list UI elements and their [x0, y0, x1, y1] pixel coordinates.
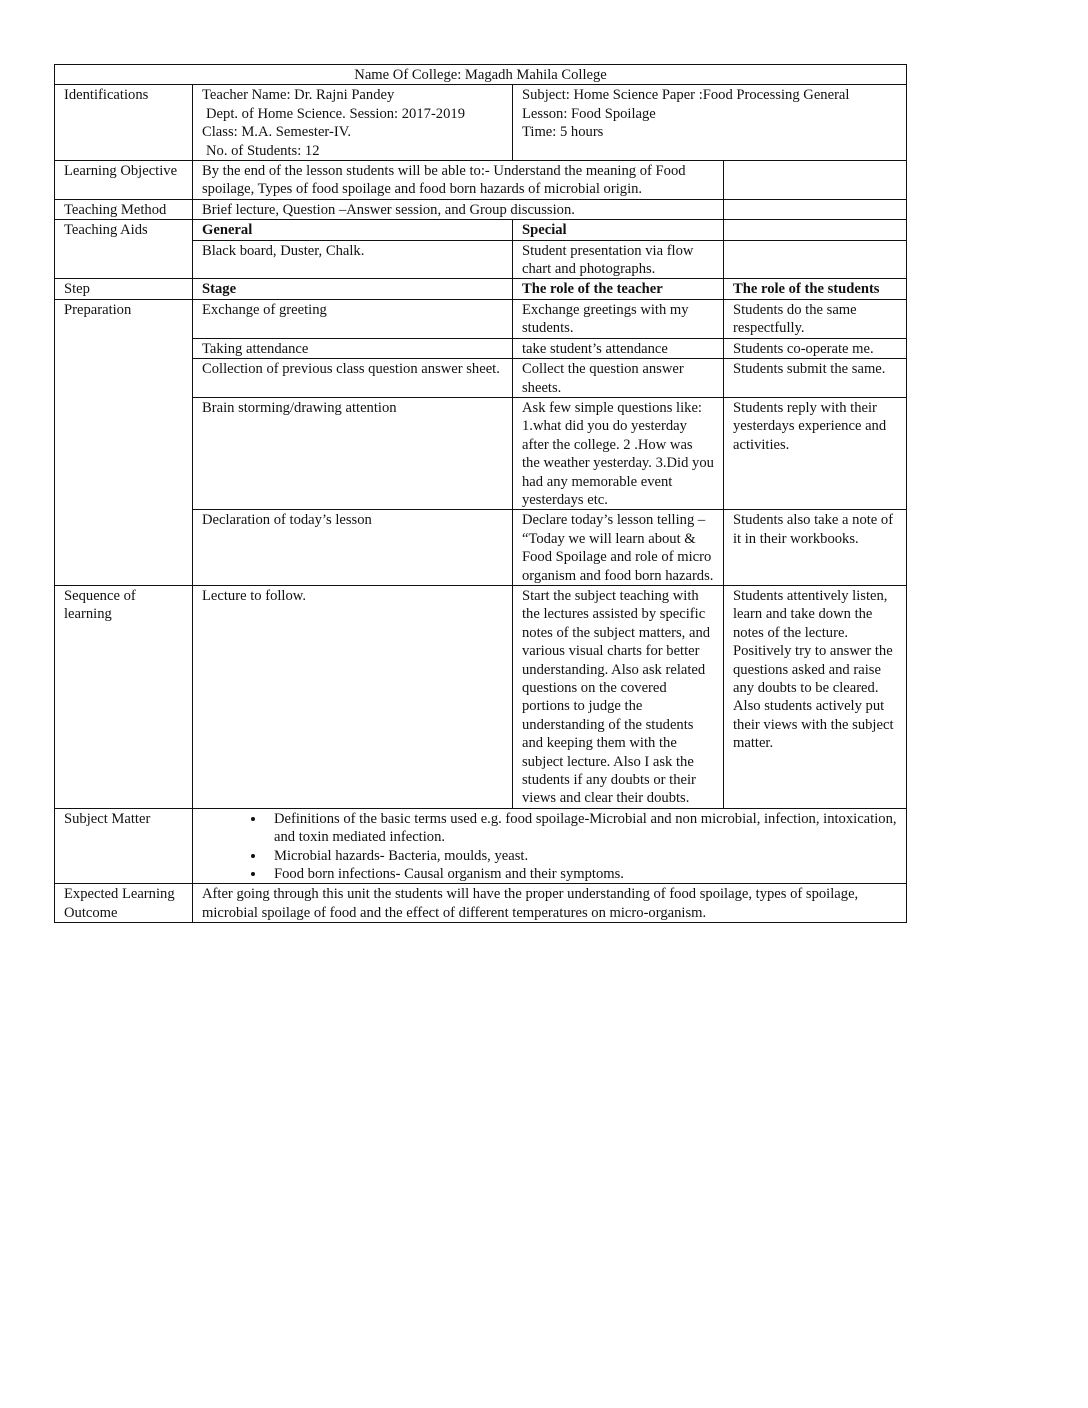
- preparation-label: Preparation: [55, 299, 193, 585]
- student-count: No. of Students: 12: [206, 142, 320, 159]
- subject-info: [513, 85, 907, 161]
- stage-cell: Lecture to follow.: [193, 585, 513, 808]
- teacher-role-cell: Exchange greetings with my students.: [513, 299, 724, 338]
- outcome-row: [55, 884, 907, 923]
- learning-objective-label: Learning Objective: [55, 161, 193, 200]
- time: Time: 5 hours: [522, 124, 604, 141]
- teacher-role-cell: Collect the question answer sheets.: [513, 359, 724, 398]
- list-item: • Definitions of the basic terms used e.g. food spoilage-Microbial and non microbial, infection, intoxication, and toxin mediated infection.: [266, 810, 897, 847]
- teaching-method-row: [55, 199, 907, 219]
- empty-cell: [724, 199, 907, 219]
- students-role-header: The role of the students: [724, 279, 907, 299]
- stage-cell: Collection of previous class question answer sheet.: [193, 359, 513, 398]
- subject: Subject: Home Science Paper :Food Processing General: [522, 87, 850, 104]
- teacher-role-cell: Ask few simple questions like: 1.what did you do yesterday after the college. 2 .How was the weather yesterday. 3.Did you had any memorable event yesterdays etc.: [513, 397, 724, 509]
- stage-header: Stage: [193, 279, 513, 299]
- teaching-method-text: Brief lecture, Question –Answer session, and Group discussion.: [193, 199, 724, 219]
- step-header: Step: [55, 279, 193, 299]
- students-role-cell: Students also take a note of it in their workbooks.: [724, 510, 907, 586]
- department: Dept. of Home Science. Session: 2017-2019: [206, 105, 465, 122]
- identifications-label: Identifications: [55, 85, 193, 161]
- subject-matter-label: Subject Matter: [55, 808, 193, 884]
- list-item: • Food born infections- Causal organism and their symptoms.: [266, 865, 897, 883]
- students-role-cell: Students submit the same.: [724, 359, 907, 398]
- lesson-plan-table: [54, 64, 907, 923]
- teacher-role-cell: Declare today’s lesson telling – “Today we will learn about & Food Spoilage and role of micro organism and food born hazards.: [513, 510, 724, 586]
- teacher-role-cell: Start the subject teaching with the lectures assisted by specific notes of the subject matters, and various visual charts for better understanding. Also ask related questions on the covered portions to judge the understanding of the students and keeping them with the subject lecture. Also I ask the students if any doubts or their views and clear their doubts.: [513, 585, 724, 808]
- stage-cell: Exchange of greeting: [193, 299, 513, 338]
- sequence-label: Sequence of learning: [55, 585, 193, 808]
- class-info: Class: M.A. Semester-IV.: [202, 124, 352, 141]
- learning-objective-row: [55, 161, 907, 200]
- college-row: [55, 65, 907, 85]
- teaching-aids-header-row: [55, 220, 907, 240]
- students-role-cell: Students do the same respectfully.: [724, 299, 907, 338]
- general-header: General: [193, 220, 513, 240]
- empty-cell: [724, 240, 907, 279]
- empty-cell: [724, 161, 907, 200]
- outcome-text: After going through this unit the students will have the proper understanding of food spoilage, types of spoilage, microbial spoilage of food and the effect of different temperatures on micro-organism.: [193, 884, 907, 923]
- identifications-row: [55, 85, 907, 161]
- teacher-info: [193, 85, 513, 161]
- stage-cell: Declaration of today’s lesson: [193, 510, 513, 586]
- teacher-name: Teacher Name: Dr. Rajni Pandey: [202, 87, 395, 104]
- subject-matter-row: [55, 808, 907, 884]
- stage-cell: Taking attendance: [193, 338, 513, 358]
- outcome-label: Expected Learning Outcome: [55, 884, 193, 923]
- sequence-row: [55, 585, 907, 808]
- general-aids: Black board, Duster, Chalk.: [193, 240, 513, 279]
- special-aids: Student presentation via flow chart and photographs.: [513, 240, 724, 279]
- special-header: Special: [513, 220, 724, 240]
- learning-objective-text: By the end of the lesson students will be able to:- Understand the meaning of Food spoilage, Types of food spoilage and food born hazards of microbial origin.: [193, 161, 724, 200]
- list-item: • Microbial hazards- Bacteria, moulds, yeast.: [266, 847, 897, 865]
- teaching-method-label: Teaching Method: [55, 199, 193, 219]
- column-header-row: [55, 279, 907, 299]
- students-role-cell: Students reply with their yesterdays experience and activities.: [724, 397, 907, 509]
- teacher-role-header: The role of the teacher: [513, 279, 724, 299]
- subject-matter-content: [193, 808, 907, 884]
- lesson: Lesson: Food Spoilage: [522, 105, 656, 122]
- empty-cell: [724, 220, 907, 240]
- teaching-aids-label: Teaching Aids: [55, 220, 193, 279]
- table-row: [55, 299, 907, 338]
- teacher-role-cell: take student’s attendance: [513, 338, 724, 358]
- stage-cell: Brain storming/drawing attention: [193, 397, 513, 509]
- college-name: Name Of College: Magadh Mahila College: [55, 65, 907, 85]
- students-role-cell: Students attentively listen, learn and take down the notes of the lecture. Positively try to answer the questions asked and raise any doubts to be cleared. Also students actively put their views with the subject matter.: [724, 585, 907, 808]
- students-role-cell: Students co-operate me.: [724, 338, 907, 358]
- subject-matter-list: [202, 810, 897, 884]
